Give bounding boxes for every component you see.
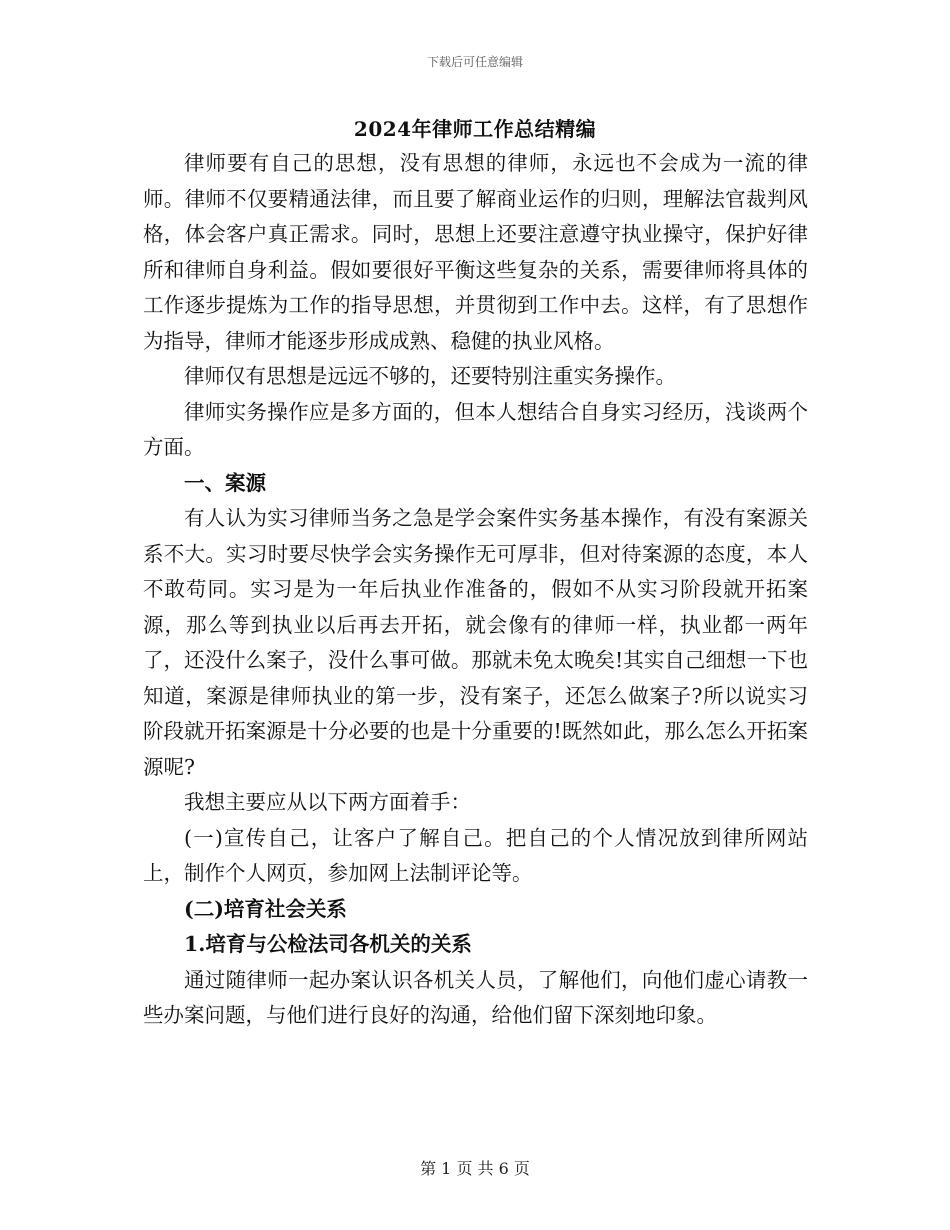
subheading-judicial-relations: 1.培育与公检法司各机关的关系 [184,932,472,956]
paragraph-two-aspects: 律师实务操作应是多方面的，但本人想结合自身实习经历，浅谈两个方面。 [143,399,808,459]
document-body [143,146,808,1034]
paragraph-self-promotion: (一)宣传自己，让客户了解自己。把自己的个人情况放到律所网站上，制作个人网页，参加网上法制评论等。 [143,825,808,885]
document-title: 2024年律师工作总结精编 [353,117,597,141]
paragraph-practice: 律师仅有思想是远远不够的，还要特别注重实务操作。 [184,364,676,388]
paragraph-case-source: 有人认为实习律师当务之急是学会案件实务基本操作，有没有案源关系不大。实习时要尽快学会实务操作无可厚非，但对待案源的态度，本人不敢苟同。实习是为一年后执业作准备的，假如不从实习阶段就开拓案源，那么等到执业以后再去开拓，就会像有的律师一样，执业都一两年了，还没什么案子，没什么事可做。那就未免太晚矣!其实自己细想一下也知道，案源是律师执业的第一步，没有案子，还怎么做案子?所以说实习阶段就开拓案源是十分必要的也是十分重要的!既然如此，那么怎么开拓案源呢? [143,506,808,779]
paragraph-two-directions: 我想主要应从以下两方面着手： [184,790,471,814]
header-note: 下载后可任意编辑 [426,55,523,69]
subheading-social-relations: (二)培育社会关系 [184,896,347,921]
page-footer: 第 1 页 共 6 页 [420,1159,530,1178]
paragraph-judicial-relations: 通过随律师一起办案认识各机关人员，了解他们，向他们虚心请教一些办案问题，与他们进行良好的沟通，给他们留下深刻地印象。 [143,967,808,1027]
paragraph-intro: 律师要有自己的思想，没有思想的律师，永远也不会成为一流的律师。律师不仅要精通法律，而且要了解商业运作的归则，理解法官裁判风格，体会客户真正需求。同时，思想上还要注意遵守执业操守，保护好律所和律师自身利益。假如要很好平衡这些复杂的关系，需要律师将具体的工作逐步提炼为工作的指导思想，并贯彻到工作中去。这样，有了思想作为指导，律师才能逐步形成成熟、稳健的执业风格。 [143,151,808,353]
section-heading-case-source: 一、案源 [184,470,266,495]
